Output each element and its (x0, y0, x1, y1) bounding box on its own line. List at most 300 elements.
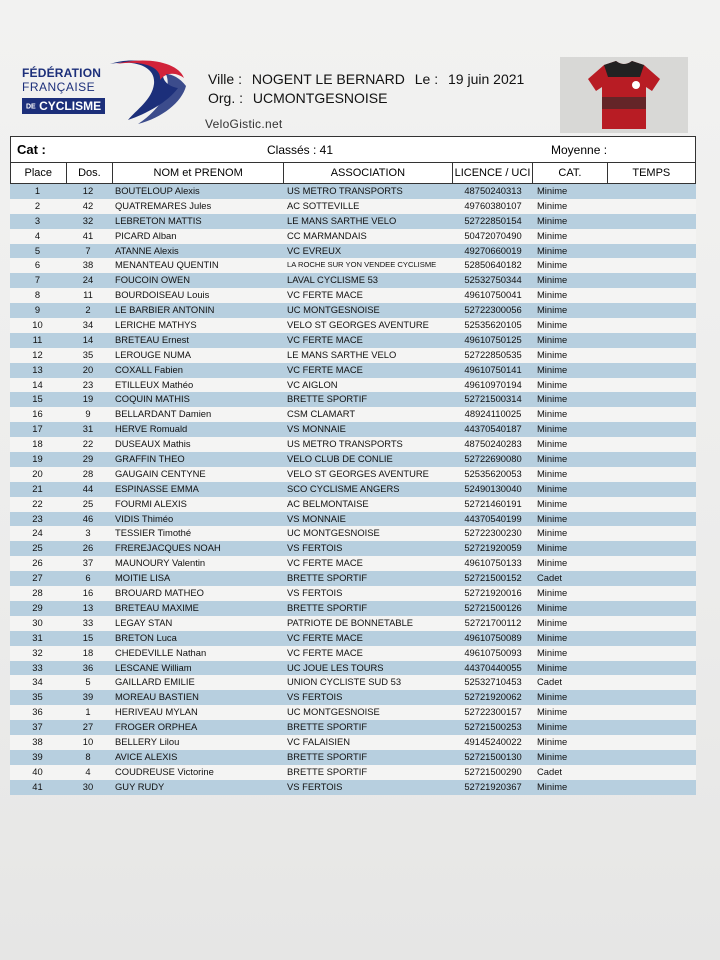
association-cell: AC SOTTEVILLE (287, 199, 360, 211)
cat-cell: Minime (537, 750, 568, 762)
place-cell: 30 (32, 616, 43, 628)
association-cell: VELO ST GEORGES AVENTURE (287, 319, 429, 331)
name-cell: LE BARBIER ANTONIN (115, 304, 215, 316)
place-cell: 8 (34, 289, 41, 301)
dos-cell: 44 (82, 482, 94, 494)
table-row (10, 541, 696, 556)
cat-cell: Minime (537, 661, 568, 673)
cat-cell: Minime (537, 616, 568, 628)
name-cell: CHEDEVILLE Nathan (115, 646, 207, 658)
table-row (10, 437, 696, 452)
association-cell: BRETTE SPORTIF (287, 601, 368, 613)
name-cell: TESSIER Timothé (115, 527, 192, 539)
dos-cell: 7 (85, 244, 91, 256)
licence-cell: 52721500253 (464, 721, 522, 733)
temps-cell (608, 452, 696, 467)
table-row (10, 303, 696, 318)
cat-cell: Cadet (537, 765, 563, 777)
association-cell: VC FERTE MACE (287, 557, 363, 569)
association-cell: VC FERTE MACE (287, 631, 363, 643)
cat-cell: Minime (537, 691, 568, 703)
place-cell: 6 (34, 259, 41, 271)
licence-cell: 52721500130 (464, 750, 522, 762)
name-cell: LEROUGE NUMA (115, 348, 192, 360)
association-cell: VS FERTOIS (287, 691, 343, 703)
temps-cell (608, 780, 696, 795)
dos-cell: 22 (82, 438, 94, 450)
licence-cell: 52721500290 (464, 765, 522, 777)
place-cell: 1 (34, 185, 41, 196)
place-cell: 26 (32, 557, 43, 569)
licence-cell: 52722690080 (464, 453, 522, 465)
logo-cyclisme: CYCLISME (39, 99, 102, 113)
licence-cell: 44370540199 (464, 512, 522, 524)
name-cell: COXALL Fabien (115, 363, 183, 375)
place-cell: 28 (32, 587, 43, 599)
licence-cell: 50472070490 (464, 229, 522, 241)
licence-cell: 52722850535 (464, 348, 522, 360)
place-cell: 16 (32, 408, 43, 420)
licence-cell: 49610750125 (464, 333, 522, 345)
licence-cell: 52721500314 (464, 393, 522, 405)
name-cell: GAILLARD EMILIE (115, 676, 195, 688)
licence-cell: 49610750141 (464, 363, 522, 375)
licence-cell: 48924110025 (464, 408, 522, 420)
name-cell: LERICHE MATHYS (115, 319, 197, 331)
dos-cell: 2 (85, 304, 91, 316)
table-row (10, 214, 696, 229)
place-cell: 11 (32, 333, 43, 345)
place-cell: 7 (34, 274, 41, 286)
licence-cell: 52490130040 (464, 482, 522, 494)
place-cell: 37 (32, 721, 43, 733)
name-cell: GAUGAIN CENTYNE (115, 467, 206, 479)
licence-cell: 52721700112 (464, 616, 522, 628)
temps-cell (608, 363, 696, 378)
temps-cell (608, 541, 696, 556)
dos-cell: 4 (85, 765, 91, 777)
classes-count: Classés : 41 (267, 143, 334, 157)
table-row (10, 184, 696, 199)
name-cell: ETILLEUX Mathéo (115, 378, 194, 390)
temps-cell (608, 482, 696, 497)
cat-cell: Minime (537, 363, 568, 375)
licence-cell: 52532710453 (464, 676, 522, 688)
name-cell: HERVE Romuald (115, 423, 188, 435)
temps-cell (608, 646, 696, 661)
table-row (10, 586, 696, 601)
name-cell: MENANTEAU QUENTIN (115, 259, 219, 271)
cat-cell: Minime (537, 185, 568, 196)
association-cell: BRETTE SPORTIF (287, 721, 368, 733)
licence-cell: 52721460191 (464, 497, 522, 509)
name-cell: BRETEAU MAXIME (115, 601, 199, 613)
licence-cell: 52721500152 (464, 572, 522, 584)
place-cell: 29 (32, 601, 43, 613)
name-cell: MAUNOURY Valentin (115, 557, 206, 569)
licence-cell: 52721920367 (464, 780, 522, 792)
licence-cell: 52721500126 (464, 601, 522, 613)
cat-cell: Minime (537, 706, 568, 718)
place-cell: 19 (32, 453, 43, 465)
place-cell: 39 (32, 750, 43, 762)
place-cell: 35 (32, 691, 43, 703)
ville-value: NOGENT LE BERNARD (251, 71, 405, 87)
temps-cell (608, 512, 696, 527)
table-row (10, 601, 696, 616)
association-cell: CSM CLAMART (287, 408, 356, 420)
licence-cell: 52721920016 (464, 587, 522, 599)
cat-cell: Cadet (537, 572, 563, 584)
dos-cell: 15 (82, 631, 94, 643)
cat-cell: Minime (537, 735, 568, 747)
place-cell: 22 (32, 497, 43, 509)
place-cell: 40 (32, 765, 43, 777)
temps-cell (608, 437, 696, 452)
temps-cell (608, 422, 696, 437)
dos-cell: 34 (82, 319, 94, 331)
name-cell: ESPINASSE EMMA (115, 482, 199, 494)
name-cell: VIDIS Thiméo (115, 512, 174, 524)
table-row (10, 363, 696, 378)
licence-cell: 44370440055 (464, 661, 522, 673)
association-cell: VC FALAISIEN (287, 735, 351, 747)
header-association: ASSOCIATION (284, 163, 453, 183)
place-cell: 38 (32, 735, 43, 747)
jersey-image (560, 57, 688, 133)
table-row (10, 258, 696, 273)
cat-cell: Minime (537, 453, 568, 465)
licence-cell: 49760380107 (464, 199, 522, 211)
temps-cell (608, 244, 696, 259)
association-cell: VC EVREUX (287, 244, 342, 256)
table-row (10, 273, 696, 288)
temps-cell (608, 690, 696, 705)
name-cell: MOITIE LISA (115, 572, 171, 584)
table-row (10, 735, 696, 750)
temps-cell (608, 407, 696, 422)
dos-cell: 20 (82, 363, 94, 375)
place-cell: 31 (32, 631, 43, 643)
cat-cell: Minime (537, 348, 568, 360)
header-cat: CAT. (533, 163, 607, 183)
jersey-icon (560, 57, 688, 133)
licence-cell: 52722300230 (464, 527, 522, 539)
name-cell: BROUARD MATHEO (115, 587, 204, 599)
association-cell: BRETTE SPORTIF (287, 750, 368, 762)
association-cell: VC FERTE MACE (287, 289, 363, 301)
association-cell: BRETTE SPORTIF (287, 572, 368, 584)
cat-cell: Minime (537, 408, 568, 420)
name-cell: QUATREMARES Jules (115, 199, 212, 211)
place-cell: 24 (32, 527, 43, 539)
ville-label: Ville : (208, 71, 242, 87)
association-cell: UC JOUE LES TOURS (287, 661, 384, 673)
licence-cell: 49610750089 (464, 631, 522, 643)
name-cell: MOREAU BASTIEN (115, 691, 199, 703)
dos-cell: 3 (85, 527, 91, 539)
association-cell: LAVAL CYCLISME 53 (287, 274, 379, 286)
table-row (10, 288, 696, 303)
logo-line-1: FÉDÉRATION (22, 66, 102, 80)
cat-cell: Minime (537, 512, 568, 524)
dos-cell: 14 (82, 333, 94, 345)
cat-cell: Minime (537, 646, 568, 658)
place-cell: 18 (32, 438, 43, 450)
association-cell: VC FERTE MACE (287, 333, 363, 345)
dos-cell: 5 (85, 676, 91, 688)
table-row (10, 526, 696, 541)
association-cell: VS FERTOIS (287, 587, 343, 599)
header-place: Place (11, 163, 67, 183)
place-cell: 5 (34, 244, 41, 256)
dos-cell: 9 (85, 408, 91, 420)
dos-cell: 23 (82, 378, 94, 390)
association-cell: CC MARMANDAIS (287, 229, 367, 241)
name-cell: FOURMI ALEXIS (115, 497, 187, 509)
dos-cell: 19 (82, 393, 94, 405)
name-cell: BELLERY Lilou (115, 735, 180, 747)
cat-cell: Minime (537, 497, 568, 509)
licence-cell: 49270660019 (464, 244, 522, 256)
name-cell: FROGER ORPHEA (115, 721, 198, 733)
temps-cell (608, 467, 696, 482)
association-cell: VS FERTOIS (287, 542, 343, 554)
name-cell: LEGAY STAN (115, 616, 173, 628)
ffc-swoosh-icon (106, 58, 188, 128)
name-cell: GRAFFIN THEO (115, 453, 185, 465)
logo-line-2: FRANÇAISE (22, 80, 96, 94)
association-cell: VS FERTOIS (287, 780, 343, 792)
table-row (10, 348, 696, 363)
name-cell: DUSEAUX Mathis (115, 438, 191, 450)
association-cell: UNION CYCLISTE SUD 53 (287, 676, 402, 688)
temps-cell (608, 526, 696, 541)
temps-cell (608, 229, 696, 244)
association-cell: VELO ST GEORGES AVENTURE (287, 467, 429, 479)
dos-cell: 18 (82, 646, 94, 658)
header-name: NOM et PRENOM (113, 163, 284, 183)
cat-cell: Minime (537, 244, 568, 256)
cat-cell: Cadet (537, 676, 563, 688)
temps-cell (608, 333, 696, 348)
cat-cell: Minime (537, 199, 568, 211)
cat-cell: Minime (537, 601, 568, 613)
header-dos: Dos. (67, 163, 114, 183)
temps-cell (608, 631, 696, 646)
place-cell: 4 (34, 229, 41, 241)
temps-cell (608, 303, 696, 318)
cat-cell: Minime (537, 467, 568, 479)
place-cell: 34 (32, 676, 43, 688)
name-cell: BELLARDANT Damien (115, 408, 212, 420)
cat-cell: Minime (537, 289, 568, 301)
name-cell: BRETON Luca (115, 631, 177, 643)
dos-cell: 42 (82, 199, 94, 211)
dos-cell: 33 (82, 616, 94, 628)
association-cell: US METRO TRANSPORTS (287, 185, 403, 196)
temps-cell (608, 720, 696, 735)
table-row (10, 318, 696, 333)
temps-cell (608, 497, 696, 512)
cat-label: Cat : (17, 142, 46, 157)
place-cell: 9 (34, 304, 41, 316)
name-cell: PICARD Alban (115, 229, 177, 241)
association-cell: VELO CLUB DE CONLIE (287, 453, 393, 465)
table-row (10, 690, 696, 705)
dos-cell: 27 (82, 721, 94, 733)
place-cell: 41 (32, 780, 43, 792)
name-cell: BRETEAU Ernest (115, 333, 189, 345)
table-row (10, 244, 696, 259)
dos-cell: 35 (82, 348, 94, 360)
name-cell: HERIVEAU MYLAN (115, 706, 198, 718)
place-cell: 12 (32, 348, 43, 360)
header-temps: TEMPS (632, 167, 671, 179)
licence-cell: 49610750041 (464, 289, 522, 301)
association-cell: BRETTE SPORTIF (287, 393, 368, 405)
licence-cell: 52535620105 (464, 319, 522, 331)
place-cell: 13 (32, 363, 43, 375)
association-cell: VC AIGLON (287, 378, 338, 390)
licence-cell: 49145240022 (464, 735, 522, 747)
licence-cell: 49610970194 (464, 378, 522, 390)
name-cell: BOUTELOUP Alexis (115, 185, 200, 196)
date-value: 19 juin 2021 (448, 71, 525, 87)
dos-cell: 24 (82, 274, 94, 286)
licence-cell: 48750240283 (464, 438, 522, 450)
licence-cell: 52722300056 (464, 304, 522, 316)
place-cell: 10 (32, 319, 43, 331)
licence-cell: 49610750093 (464, 646, 522, 658)
dos-cell: 6 (85, 572, 91, 584)
place-cell: 15 (32, 393, 43, 405)
table-header (10, 163, 696, 184)
table-row (10, 392, 696, 407)
cat-cell: Minime (537, 378, 568, 390)
temps-cell (608, 705, 696, 720)
association-cell: UC MONTGESNOISE (287, 706, 380, 718)
temps-cell (608, 199, 696, 214)
place-cell: 17 (32, 423, 43, 435)
temps-cell (608, 735, 696, 750)
cat-cell: Minime (537, 229, 568, 241)
dos-cell: 31 (82, 423, 94, 435)
table-row (10, 407, 696, 422)
cat-cell: Minime (537, 319, 568, 331)
table-row (10, 780, 696, 795)
org-value: UCMONTGESNOISE (252, 90, 388, 106)
cat-cell: Minime (537, 631, 568, 643)
cat-cell: Minime (537, 527, 568, 539)
dos-cell: 39 (82, 691, 94, 703)
association-cell: LA ROCHE SUR YON VENDEE CYCLISME (287, 260, 437, 270)
table-row (10, 229, 696, 244)
table-row (10, 750, 696, 765)
table-row (10, 616, 696, 631)
header-ville-line (208, 71, 530, 87)
dos-cell: 28 (82, 467, 94, 479)
temps-cell (608, 556, 696, 571)
place-cell: 14 (32, 378, 43, 390)
org-label: Org. : (208, 90, 244, 106)
name-cell: LEBRETON MATTIS (115, 214, 202, 226)
temps-cell (608, 288, 696, 303)
name-cell: AVICE ALEXIS (115, 750, 178, 762)
table-body (10, 184, 696, 795)
table-row (10, 467, 696, 482)
licence-cell: 52722300157 (464, 706, 522, 718)
licence-cell: 52721920059 (464, 542, 522, 554)
licence-cell: 52532750344 (464, 274, 522, 286)
association-cell: UC MONTGESNOISE (287, 527, 380, 539)
cat-cell: Minime (537, 482, 568, 494)
name-cell: FOUCOIN OWEN (115, 274, 190, 286)
association-cell: PATRIOTE DE BONNETABLE (287, 616, 414, 628)
table-row (10, 705, 696, 720)
temps-cell (608, 675, 696, 690)
licence-cell: 49610750133 (464, 557, 522, 569)
dos-cell: 25 (82, 497, 94, 509)
name-cell: GUY RUDY (115, 780, 165, 792)
name-cell: BOURDOISEAU Louis (115, 289, 210, 301)
dos-cell: 30 (82, 780, 94, 792)
association-cell: AC BELMONTAISE (287, 497, 369, 509)
table-row (10, 675, 696, 690)
temps-cell (608, 378, 696, 393)
moyenne-label: Moyenne : (551, 143, 608, 157)
name-cell: FREREJACQUES NOAH (115, 542, 221, 554)
association-cell: VS MONNAIE (287, 423, 346, 435)
name-cell: COUDREUSE Victorine (115, 765, 214, 777)
dos-cell: 36 (82, 661, 94, 673)
dos-cell: 10 (82, 735, 94, 747)
temps-cell (608, 586, 696, 601)
category-row (10, 136, 696, 163)
cat-cell: Minime (537, 304, 568, 316)
place-cell: 2 (34, 199, 41, 211)
temps-cell (608, 184, 696, 199)
cat-cell: Minime (537, 214, 568, 226)
site-name: VeloGistic.net (205, 117, 283, 131)
temps-cell (608, 571, 696, 586)
association-cell: VS MONNAIE (287, 512, 346, 524)
cat-cell: Minime (537, 259, 568, 271)
temps-cell (608, 616, 696, 631)
association-cell: SCO CYCLISME ANGERS (287, 482, 400, 494)
place-cell: 27 (32, 572, 43, 584)
association-cell: BRETTE SPORTIF (287, 765, 368, 777)
table-row (10, 661, 696, 676)
place-cell: 32 (32, 646, 43, 658)
table-row (10, 556, 696, 571)
table-row (10, 199, 696, 214)
licence-cell: 52721920062 (464, 691, 522, 703)
dos-cell: 38 (82, 259, 94, 271)
cat-cell: Minime (537, 542, 568, 554)
association-cell: US METRO TRANSPORTS (287, 438, 403, 450)
licence-cell: 44370540187 (464, 423, 522, 435)
temps-cell (608, 214, 696, 229)
place-cell: 36 (32, 706, 43, 718)
temps-cell (608, 273, 696, 288)
ffc-logo (18, 58, 188, 130)
name-cell: LESCANE William (115, 661, 192, 673)
cat-cell: Minime (537, 587, 568, 599)
table-row (10, 765, 696, 780)
table-row (10, 452, 696, 467)
dos-cell: 11 (83, 289, 93, 301)
